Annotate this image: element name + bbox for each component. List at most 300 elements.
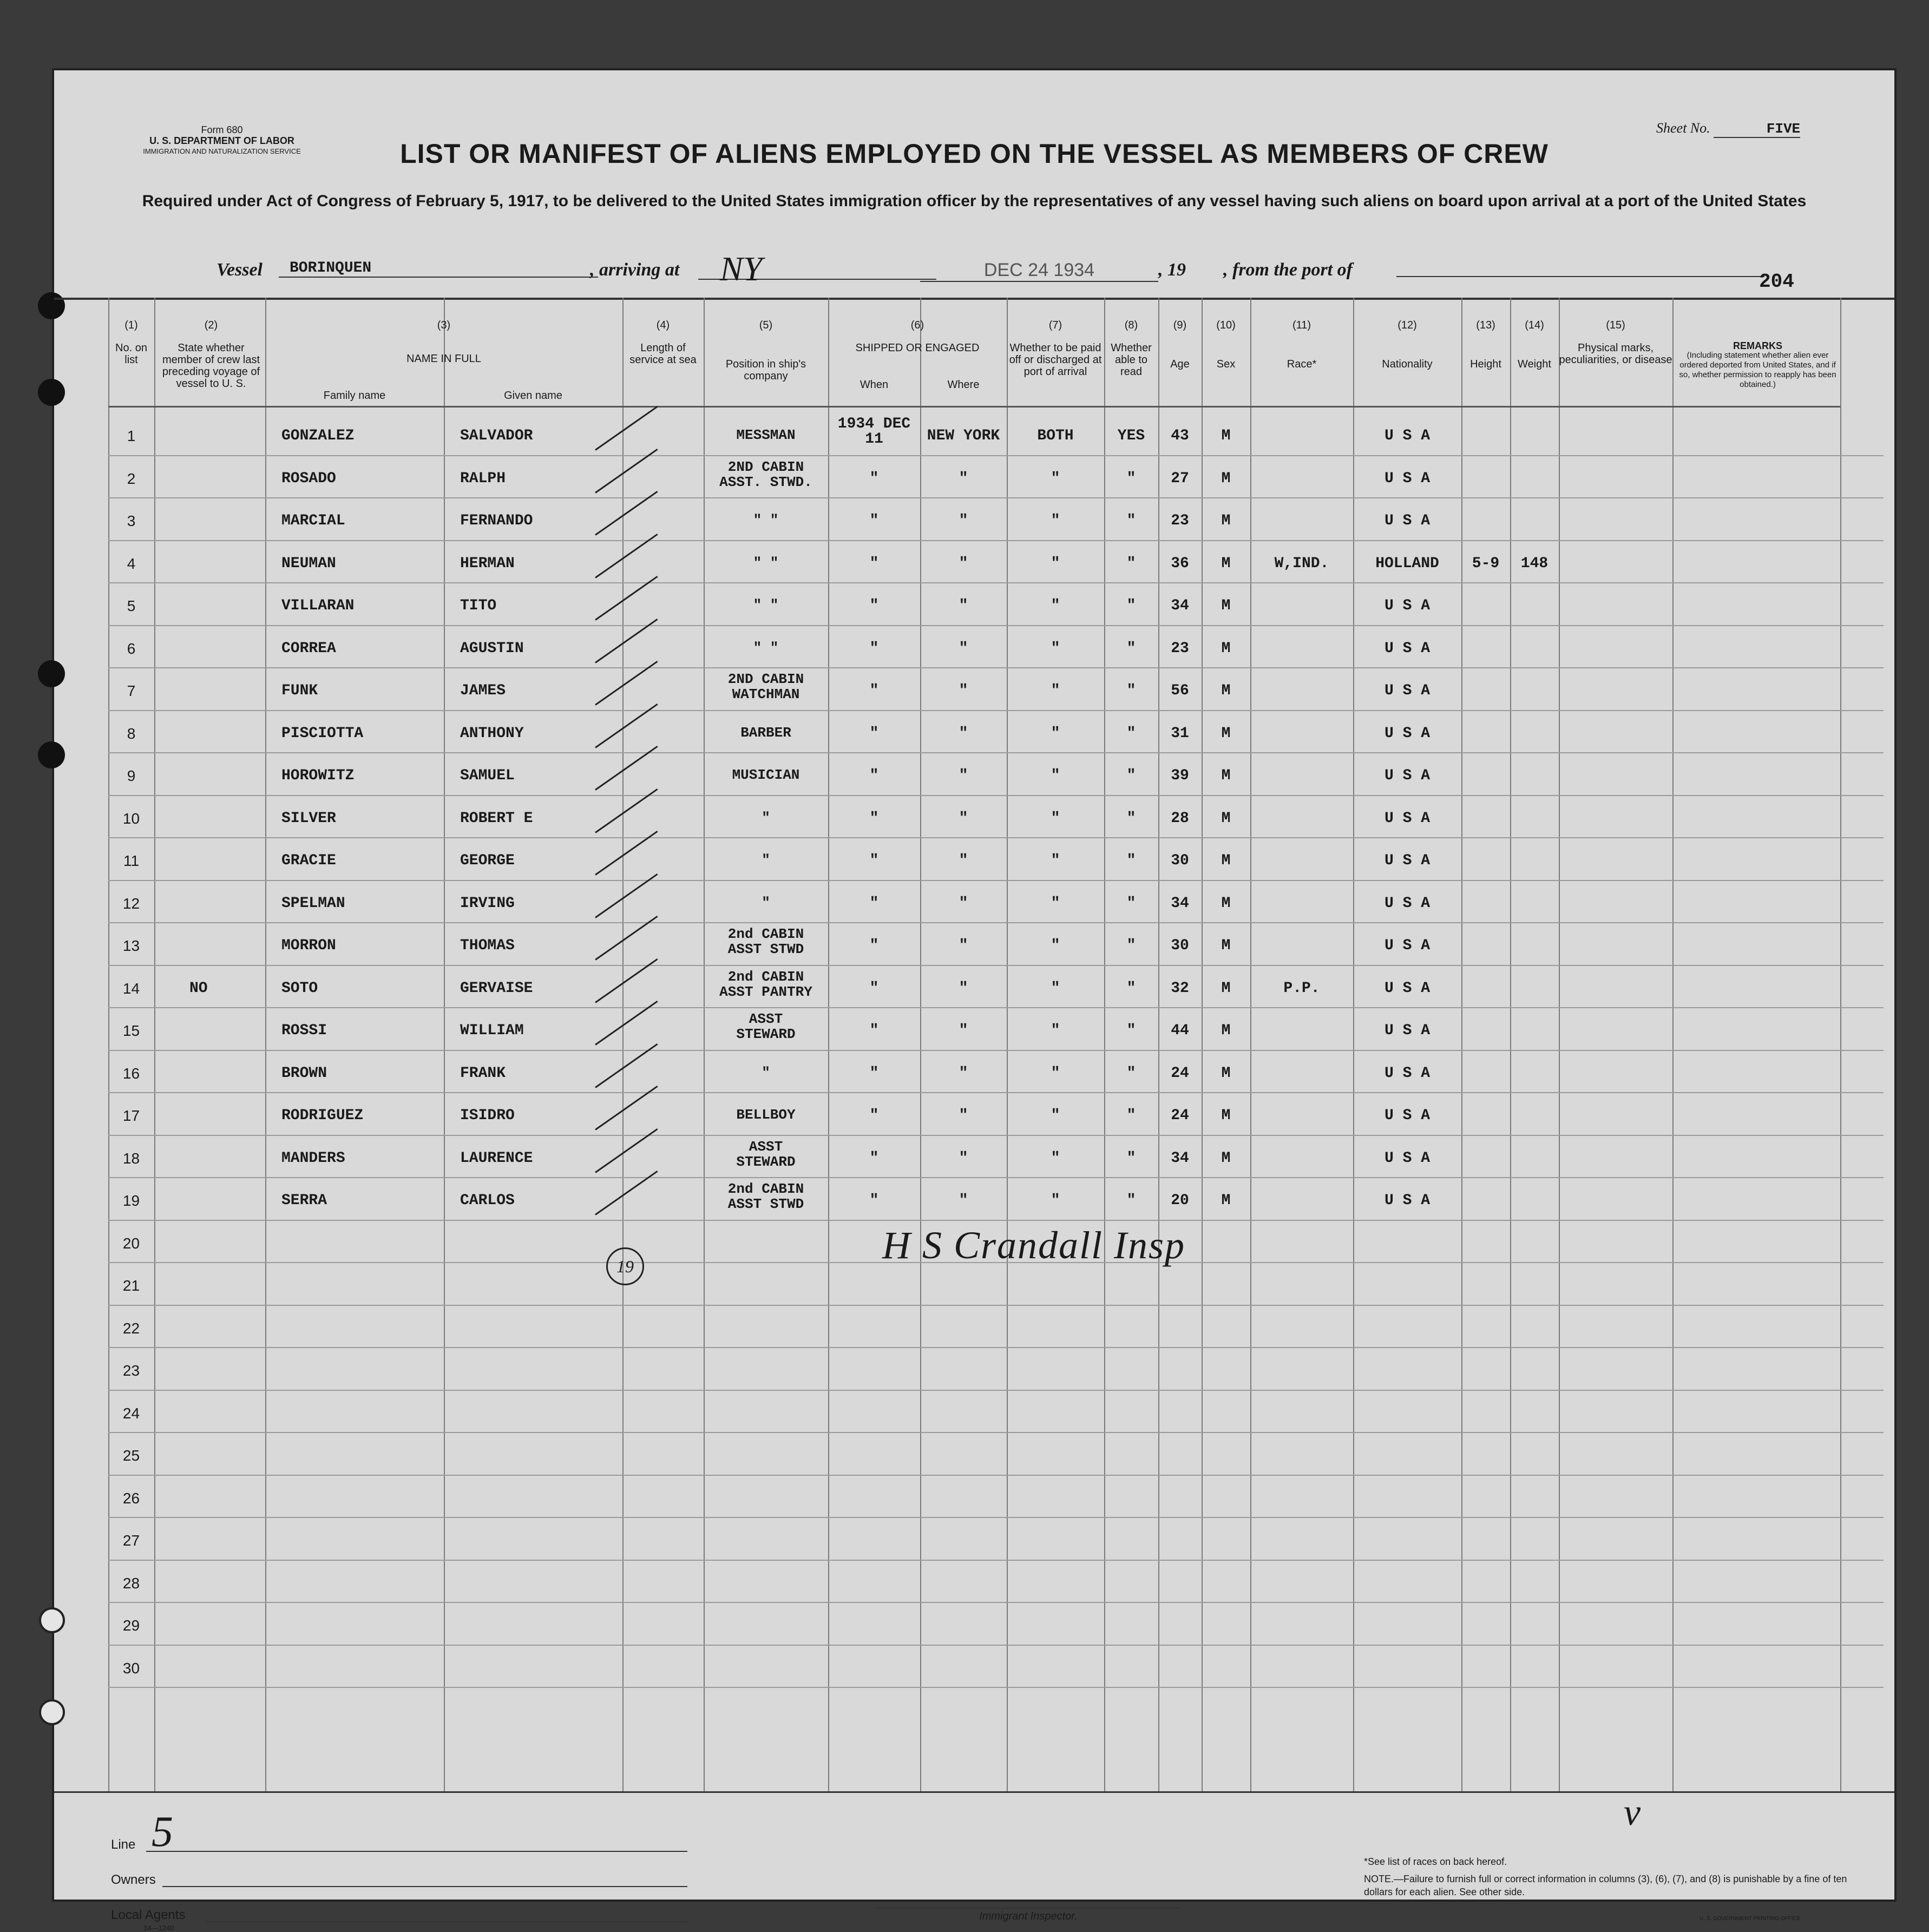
- row-number: 28: [122, 1574, 140, 1592]
- agents-underline: [206, 1921, 687, 1922]
- able-to-read-cell: ": [1126, 767, 1136, 784]
- shipped-where-header: Where: [947, 379, 980, 391]
- shipped-where-cell: ": [959, 895, 968, 912]
- position-line-1: ": [762, 852, 770, 868]
- family-name-cell: HOROWITZ: [281, 767, 355, 784]
- position-line-1: ASST: [749, 1138, 783, 1155]
- age-cell: 32: [1171, 980, 1189, 997]
- family-name-header: Family name: [323, 390, 386, 402]
- family-name-cell: ROSADO: [281, 470, 336, 487]
- col5-label: Position in ship's company: [725, 358, 806, 382]
- table-row: [54, 842, 1894, 884]
- age-cell: 34: [1171, 895, 1189, 912]
- shipped-where-cell: ": [959, 725, 968, 742]
- position-line-2: ASST. STWD.: [719, 474, 812, 490]
- shipped-where-cell: ": [959, 810, 968, 827]
- position-cell: [696, 428, 836, 443]
- sex-cell: M: [1221, 725, 1231, 742]
- able-to-read-cell: ": [1126, 980, 1136, 997]
- shipped-when-cell: ": [869, 682, 879, 699]
- shipped-when-header: When: [859, 379, 889, 391]
- col12-label: Nationality: [1382, 358, 1433, 370]
- age-cell: 44: [1171, 1022, 1189, 1039]
- nationality-cell: U S A: [1384, 1192, 1430, 1209]
- table-row: [54, 799, 1894, 842]
- table-row: [54, 969, 1894, 1012]
- given-name-cell: LAURENCE: [460, 1149, 533, 1167]
- position-cell: [696, 459, 836, 490]
- age-cell: 30: [1171, 852, 1189, 869]
- given-name-cell: ISIDRO: [460, 1107, 515, 1124]
- position-cell: [696, 1139, 836, 1169]
- row-number: 15: [122, 1022, 140, 1039]
- position-cell: [696, 810, 836, 825]
- position-line-1: 2ND CABIN: [727, 671, 804, 687]
- sheet-label: Sheet No.: [1656, 120, 1710, 136]
- given-name-cell: TITO: [460, 597, 497, 614]
- sex-cell: M: [1221, 640, 1231, 657]
- col5-header: [704, 319, 828, 382]
- table-row: [54, 1606, 1894, 1649]
- col15-label: Physical marks, peculiarities, or disease: [1559, 342, 1672, 366]
- table-row: [54, 1436, 1894, 1479]
- paid-off-cell: ": [1051, 1149, 1060, 1167]
- table-row: [54, 1479, 1894, 1522]
- given-name-cell: WILLIAM: [460, 1022, 524, 1039]
- sex-cell: M: [1221, 512, 1231, 529]
- row-number: 16: [122, 1064, 140, 1082]
- count-circle: 19: [606, 1247, 644, 1285]
- sex-cell: M: [1221, 1149, 1231, 1167]
- row-number: 3: [127, 512, 136, 529]
- nationality-cell: U S A: [1384, 1022, 1430, 1039]
- sheet-value: FIVE: [1714, 121, 1800, 138]
- table-row: [54, 417, 1894, 459]
- from-port-line: [1396, 276, 1764, 277]
- row-number: 30: [122, 1659, 140, 1677]
- col7-number: (7): [1048, 319, 1062, 331]
- position-line-1: MESSMAN: [736, 427, 796, 443]
- col8-number: (8): [1124, 319, 1138, 331]
- row-number: 4: [127, 555, 136, 572]
- line-underline: [146, 1851, 687, 1852]
- family-name-cell: VILLARAN: [281, 597, 355, 614]
- position-line-1: 2ND CABIN: [727, 458, 804, 475]
- family-name-cell: RODRIGUEZ: [281, 1107, 364, 1124]
- shipped-when-cell: ": [869, 810, 879, 827]
- shipped-when-cell: ": [869, 1022, 879, 1039]
- table-row: [54, 629, 1894, 672]
- family-name-cell: GONZALEZ: [281, 428, 355, 444]
- col3-number: (3): [437, 319, 451, 331]
- given-name-cell: FRANK: [460, 1064, 506, 1082]
- able-to-read-cell: ": [1126, 810, 1136, 827]
- row-number: 7: [127, 682, 136, 699]
- table-row: [54, 1181, 1894, 1224]
- table-row: [54, 1011, 1894, 1054]
- page-title: LIST OR MANIFEST OF ALIENS EMPLOYED ON THE VESSEL AS MEMBERS OF CREW: [400, 139, 1549, 169]
- punch-hole: [39, 1699, 65, 1725]
- service-name: IMMIGRATION AND NATURALIZATION SERVICE: [143, 147, 301, 155]
- row-number: 21: [122, 1277, 140, 1294]
- able-to-read-cell: ": [1126, 640, 1136, 657]
- position-cell: [696, 767, 836, 783]
- paid-off-cell: ": [1051, 597, 1060, 614]
- paid-off-cell: ": [1051, 1022, 1060, 1039]
- paid-off-cell: ": [1051, 725, 1060, 742]
- row-number: 27: [122, 1532, 140, 1549]
- able-to-read-cell: ": [1126, 1107, 1136, 1124]
- col12-header: [1353, 319, 1461, 370]
- shipped-where-cell: NEW YORK: [927, 428, 1000, 444]
- position-line-2: STEWARD: [736, 1026, 796, 1042]
- given-name-cell: ROBERT E: [460, 810, 533, 827]
- row-number: 19: [122, 1192, 140, 1209]
- remarks-label: (Including statement whether alien ever ordered deported from United States, and if so, whether permission to reapply has been obtained.): [1679, 351, 1836, 389]
- row-number: 26: [122, 1489, 140, 1507]
- paid-off-cell: ": [1051, 682, 1060, 699]
- position-line-2: ASST PANTRY: [719, 983, 812, 1000]
- row-number: 20: [122, 1234, 140, 1252]
- table-row: [54, 1649, 1894, 1692]
- shipped-when-cell: ": [869, 597, 879, 614]
- age-cell: 27: [1171, 470, 1189, 487]
- owners-label: Owners: [111, 1872, 156, 1887]
- able-to-read-cell: ": [1126, 937, 1136, 954]
- position-line-1: 2nd CABIN: [727, 1181, 804, 1197]
- row-number: 14: [122, 980, 140, 997]
- table-row: [54, 714, 1894, 757]
- age-cell: 36: [1171, 555, 1189, 572]
- family-name-cell: SERRA: [281, 1192, 327, 1209]
- row-number: 9: [127, 767, 136, 784]
- shipped-where-cell: ": [959, 640, 968, 657]
- nationality-cell: U S A: [1384, 980, 1430, 997]
- row-number: 11: [123, 852, 140, 869]
- printer-imprint: U. S. GOVERNMENT PRINTING OFFICE: [1700, 1916, 1801, 1922]
- position-line-1: ASST: [749, 1011, 783, 1027]
- col13-label: Height: [1470, 358, 1501, 370]
- nationality-cell: U S A: [1384, 937, 1430, 954]
- shipped-when-cell: ": [869, 725, 879, 742]
- nationality-cell: U S A: [1384, 682, 1430, 699]
- position-line-1: ": [762, 809, 770, 826]
- table-row: [54, 1309, 1894, 1352]
- shipped-when-cell: ": [869, 1107, 879, 1124]
- sex-cell: M: [1221, 428, 1231, 444]
- position-cell: [696, 512, 836, 528]
- col15-number: (15): [1606, 319, 1625, 331]
- given-name-cell: ANTHONY: [460, 725, 524, 742]
- shipped-where-cell: ": [959, 1149, 968, 1167]
- paid-off-cell: ": [1051, 810, 1060, 827]
- shipped-where-cell: ": [959, 1107, 968, 1124]
- col9-number: (9): [1173, 319, 1187, 331]
- shipped-where-cell: ": [959, 1022, 968, 1039]
- family-name-cell: SOTO: [281, 980, 318, 997]
- shipped-when-cell: ": [869, 767, 879, 784]
- position-cell: [696, 1107, 836, 1122]
- row-number: 18: [122, 1149, 140, 1167]
- row-number: 12: [122, 895, 140, 912]
- position-line-1: 2nd CABIN: [727, 968, 804, 985]
- col11-header: [1250, 319, 1353, 370]
- inspector-label: Immigrant Inspector.: [979, 1910, 1078, 1922]
- col1-header: [108, 319, 154, 366]
- col6-number: (6): [910, 319, 924, 331]
- position-line-1: BELLBOY: [736, 1107, 796, 1123]
- nationality-cell: U S A: [1384, 767, 1430, 784]
- form-number: Form 680: [201, 124, 243, 135]
- col1-number: (1): [124, 319, 138, 331]
- age-cell: 34: [1171, 597, 1189, 614]
- table-row: [54, 1351, 1894, 1394]
- able-to-read-cell: ": [1126, 597, 1136, 614]
- shipped-when-cell: ": [869, 640, 879, 657]
- position-line-1: ": [762, 894, 770, 911]
- department-name: U. S. DEPARTMENT OF LABOR: [149, 135, 294, 146]
- family-name-cell: SPELMAN: [281, 895, 345, 912]
- sex-cell: M: [1221, 810, 1231, 827]
- race-note: *See list of races on back hereof.: [1364, 1856, 1507, 1867]
- able-to-read-cell: ": [1126, 1064, 1136, 1082]
- col4-label: Length of service at sea: [629, 342, 697, 366]
- vessel-label: Vessel: [216, 260, 263, 280]
- position-cell: [696, 672, 836, 702]
- col9-label: Age: [1170, 358, 1190, 370]
- table-row: [54, 1054, 1894, 1097]
- family-name-cell: NEUMAN: [281, 555, 336, 572]
- shipped-when-cell: ": [869, 1192, 879, 1209]
- given-name-cell: FERNANDO: [460, 512, 533, 529]
- nationality-cell: U S A: [1384, 1064, 1430, 1082]
- shipped-when-cell: ": [869, 895, 879, 912]
- col8-label: Whether able to read: [1111, 342, 1152, 378]
- shipped-when-cell: ": [869, 1149, 879, 1167]
- table-row: [54, 926, 1894, 969]
- position-line-2: STEWARD: [736, 1153, 796, 1170]
- able-to-read-cell: ": [1126, 725, 1136, 742]
- shipped-when-cell: ": [869, 980, 879, 997]
- shipped-when-cell: ": [869, 470, 879, 487]
- paid-off-cell: ": [1051, 1064, 1060, 1082]
- punch-hole: [38, 292, 65, 319]
- table-row: [54, 459, 1894, 502]
- shipped-where-cell: ": [959, 597, 968, 614]
- given-name-cell: RALPH: [460, 470, 506, 487]
- position-line-1: ": [762, 1064, 770, 1081]
- given-name-cell: AGUSTIN: [460, 640, 524, 657]
- nationality-cell: U S A: [1384, 895, 1430, 912]
- age-cell: 39: [1171, 767, 1189, 784]
- shipped-where-cell: ": [959, 555, 968, 572]
- from-port-label: , from the port of: [1223, 260, 1353, 280]
- table-row: [54, 544, 1894, 587]
- row-number: 22: [122, 1319, 140, 1337]
- col3-header: [265, 319, 622, 402]
- col15-header: [1559, 319, 1672, 366]
- arriving-value: NY: [698, 249, 936, 280]
- age-cell: 23: [1171, 512, 1189, 529]
- table-row: [54, 502, 1894, 544]
- row-number: 5: [127, 597, 136, 614]
- shipped-when-cell: ": [869, 1064, 879, 1082]
- col4-number: (4): [656, 319, 670, 331]
- able-to-read-cell: ": [1126, 895, 1136, 912]
- given-name-cell: GEORGE: [460, 852, 515, 869]
- corner-mark: v: [1624, 1792, 1641, 1834]
- position-line-1: " ": [753, 639, 779, 656]
- nationality-cell: U S A: [1384, 640, 1430, 657]
- age-cell: 24: [1171, 1064, 1189, 1082]
- table-top-rule: [54, 298, 1894, 300]
- sex-cell: M: [1221, 470, 1231, 487]
- col14-number: (14): [1525, 319, 1544, 331]
- position-line-2: ASST STWD: [727, 1196, 804, 1212]
- row-number: 13: [122, 937, 140, 954]
- shipped-where-cell: ": [959, 980, 968, 997]
- row-number: 25: [122, 1447, 140, 1464]
- row-number: 23: [122, 1362, 140, 1379]
- nationality-cell: U S A: [1384, 810, 1430, 827]
- given-name-cell: CARLOS: [460, 1192, 515, 1209]
- position-cell: [696, 1011, 836, 1042]
- col2-header: [157, 319, 265, 390]
- paid-off-cell: BOTH: [1037, 428, 1074, 444]
- sex-cell: M: [1221, 852, 1231, 869]
- age-cell: 30: [1171, 937, 1189, 954]
- col6-header: [828, 319, 1007, 391]
- shipped-where-cell: ": [959, 470, 968, 487]
- row-number: 29: [122, 1617, 140, 1634]
- col13-header: [1461, 319, 1510, 370]
- table-row: [54, 1521, 1894, 1564]
- table-row: [54, 884, 1894, 927]
- paid-off-cell: ": [1051, 980, 1060, 997]
- position-cell: [696, 640, 836, 655]
- table-row: [54, 1266, 1894, 1309]
- age-cell: 31: [1171, 725, 1189, 742]
- nationality-cell: U S A: [1384, 725, 1430, 742]
- year-label: , 19: [1158, 260, 1186, 280]
- table-row: [54, 757, 1894, 799]
- able-to-read-cell: ": [1126, 1192, 1136, 1209]
- owners-underline: [162, 1886, 687, 1887]
- position-line-1: " ": [753, 597, 779, 613]
- col2-number: (2): [204, 319, 218, 331]
- prev-voyage-cell: NO: [189, 980, 208, 997]
- able-to-read-cell: ": [1126, 852, 1136, 869]
- paid-off-cell: ": [1051, 555, 1060, 572]
- punch-hole: [38, 379, 65, 406]
- col10-label: Sex: [1216, 358, 1236, 370]
- family-name-cell: SILVER: [281, 810, 336, 827]
- sex-cell: M: [1221, 1064, 1231, 1082]
- shipped-where-cell: ": [959, 682, 968, 699]
- position-line-2: WATCHMAN: [732, 686, 800, 702]
- age-cell: 23: [1171, 640, 1189, 657]
- col3-label: NAME IN FULL: [406, 353, 481, 365]
- weight-cell: 148: [1520, 555, 1549, 572]
- position-cell: [696, 969, 836, 1000]
- inspector-signature: H S Crandall Insp: [882, 1224, 1186, 1267]
- position-line-1: MUSICIAN: [732, 767, 800, 783]
- sex-cell: M: [1221, 597, 1231, 614]
- able-to-read-cell: ": [1126, 512, 1136, 529]
- penalty-note: NOTE.—Failure to furnish full or correct information in columns (3), (6), (7), and (8) is punishable by a fine of ten dollars for each alien. See other side.: [1364, 1874, 1847, 1897]
- given-name-cell: SAMUEL: [460, 767, 515, 784]
- shipped-when-cell: ": [869, 512, 879, 529]
- shipped-where-cell: ": [959, 937, 968, 954]
- given-name-cell: THOMAS: [460, 937, 515, 954]
- nationality-cell: U S A: [1384, 428, 1430, 444]
- col11-label: Race*: [1287, 358, 1317, 370]
- age-cell: 28: [1171, 810, 1189, 827]
- table-row: [54, 587, 1894, 629]
- able-to-read-cell: YES: [1117, 428, 1145, 444]
- row-number: 6: [127, 640, 136, 657]
- sex-cell: M: [1221, 1022, 1231, 1039]
- family-name-cell: MANDERS: [281, 1149, 345, 1167]
- family-name-cell: ROSSI: [281, 1022, 327, 1039]
- row-number: 24: [122, 1404, 140, 1422]
- sex-cell: M: [1221, 555, 1231, 572]
- col10-number: (10): [1216, 319, 1236, 331]
- paid-off-cell: ": [1051, 937, 1060, 954]
- col12-number: (12): [1397, 319, 1417, 331]
- nationality-cell: U S A: [1384, 852, 1430, 869]
- nationality-cell: U S A: [1384, 512, 1430, 529]
- line-label: Line: [111, 1837, 136, 1852]
- table-row: [54, 1564, 1894, 1607]
- age-cell: 24: [1171, 1107, 1189, 1124]
- agents-code: 14—1240: [143, 1924, 174, 1932]
- shipped-where-cell: ": [959, 1064, 968, 1082]
- shipped-where-cell: ": [959, 512, 968, 529]
- shipped-where-cell: ": [959, 767, 968, 784]
- nationality-cell: U S A: [1384, 597, 1430, 614]
- col10-header: [1202, 319, 1250, 370]
- given-name-cell: HERMAN: [460, 555, 515, 572]
- paid-off-cell: ": [1051, 1192, 1060, 1209]
- inspector-underline: [877, 1908, 1180, 1909]
- remarks-header: [1675, 341, 1840, 390]
- family-name-cell: CORREA: [281, 640, 336, 657]
- col9-header: [1158, 319, 1202, 370]
- position-line-1: " ": [753, 554, 779, 571]
- family-name-cell: FUNK: [281, 682, 318, 699]
- paid-off-cell: ": [1051, 1107, 1060, 1124]
- row-number: 10: [122, 810, 140, 827]
- position-cell: [696, 1065, 836, 1080]
- row-number: 2: [127, 470, 136, 487]
- able-to-read-cell: ": [1126, 1022, 1136, 1039]
- shipped-when-cell: ": [869, 555, 879, 572]
- vessel-value: BORINQUEN: [279, 260, 598, 278]
- position-cell: [696, 852, 836, 868]
- sex-cell: M: [1221, 1107, 1231, 1124]
- given-name-header: Given name: [504, 390, 562, 402]
- table-row: [54, 1096, 1894, 1139]
- able-to-read-cell: ": [1126, 555, 1136, 572]
- paid-off-cell: ": [1051, 470, 1060, 487]
- col1-label: No. on list: [115, 342, 147, 366]
- col2-label: State whether member of crew last preceding voyage of vessel to U. S.: [162, 342, 260, 390]
- paid-off-cell: ": [1051, 512, 1060, 529]
- nationality-cell: U S A: [1384, 1107, 1430, 1124]
- given-name-cell: IRVING: [460, 895, 515, 912]
- sex-cell: M: [1221, 937, 1231, 954]
